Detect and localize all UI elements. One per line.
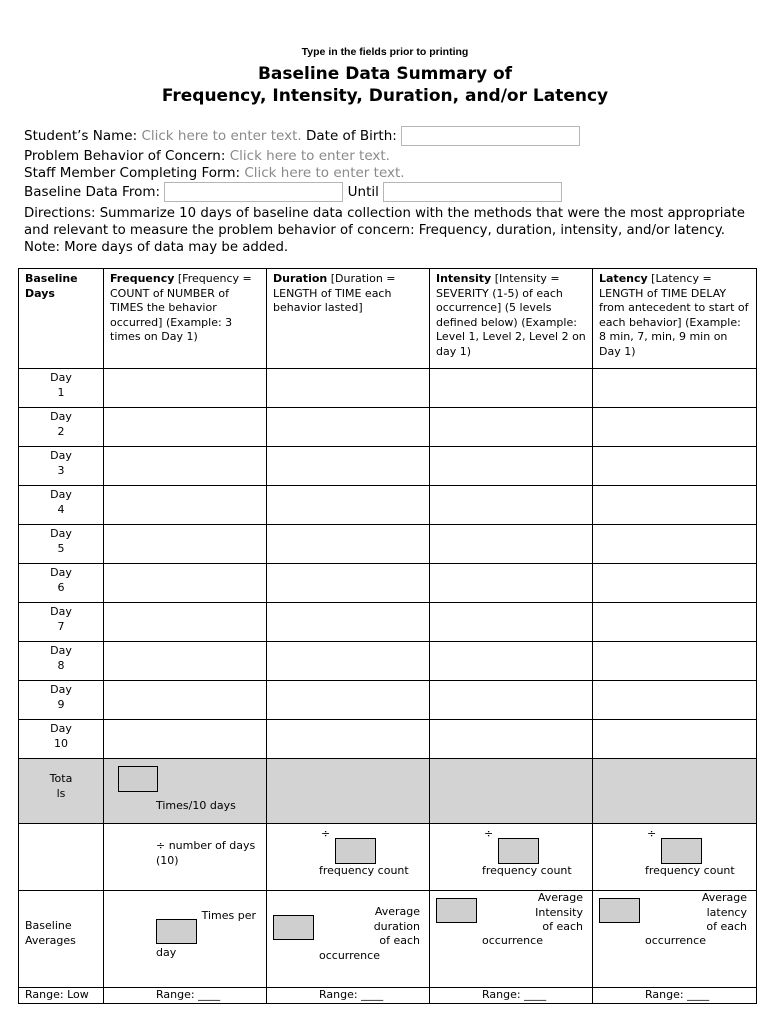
day-label: Day 10 xyxy=(19,720,104,759)
totals-latency-cell xyxy=(593,759,757,824)
frequency-count-label: frequency count xyxy=(482,864,572,877)
avg-latency-cell xyxy=(593,891,757,988)
day-latency-cell[interactable] xyxy=(593,642,757,681)
divide-row xyxy=(19,824,757,891)
student-name-row xyxy=(24,126,580,146)
day-label: Day 7 xyxy=(19,603,104,642)
until-label: Until xyxy=(347,184,379,200)
intensity-divisor-box[interactable] xyxy=(498,838,539,864)
day-intensity-cell[interactable] xyxy=(430,486,593,525)
totals-frequency-cell xyxy=(104,759,267,824)
range-low-label: Range: Low xyxy=(19,988,104,1004)
day-row xyxy=(19,369,757,408)
day-row xyxy=(19,447,757,486)
header-baseline-days: Baseline Days xyxy=(19,269,104,369)
day-frequency-cell[interactable] xyxy=(104,369,267,408)
occurrence-label: occurrence xyxy=(482,934,543,947)
day-row xyxy=(19,564,757,603)
totals-label: Tota ls xyxy=(19,759,104,824)
averages-row xyxy=(19,891,757,988)
avg-latency-box[interactable] xyxy=(599,898,640,923)
divide-number-of-days-label: ÷ number of days (10) xyxy=(156,839,256,867)
instruction-text: Type in the fields prior to printing xyxy=(301,46,469,58)
avg-intensity-box[interactable] xyxy=(436,898,477,923)
baseline-from-field[interactable] xyxy=(164,182,343,202)
day-intensity-cell[interactable] xyxy=(430,369,593,408)
day-frequency-cell[interactable] xyxy=(104,564,267,603)
day-intensity-cell[interactable] xyxy=(430,408,593,447)
dob-field[interactable] xyxy=(401,126,580,146)
day-frequency-cell[interactable] xyxy=(104,408,267,447)
day-duration-cell[interactable] xyxy=(267,603,430,642)
avg-duration-box[interactable] xyxy=(273,915,314,940)
latency-divisor-box[interactable] xyxy=(661,838,702,864)
header-row xyxy=(19,269,757,369)
day-frequency-cell[interactable] xyxy=(104,720,267,759)
avg-frequency-cell xyxy=(104,891,267,988)
frequency-count-label: frequency count xyxy=(645,864,735,877)
staff-input[interactable]: Click here to enter text. xyxy=(244,165,405,181)
directions-text: Directions: Summarize 10 days of baseline data collection with the methods that were the most appropriate and relevant to measure the problem behavior of concern: Frequency, duration, intensity, and/or latency. Note: More days of data may be added. xyxy=(24,206,745,255)
range-intensity[interactable]: Range: ____ xyxy=(430,988,593,1004)
header-frequency: Frequency [Frequency = COUNT of NUMBER of TIMES the behavior occurred] (Example: 3 times on Day 1) xyxy=(104,269,267,369)
baseline-data-table xyxy=(18,268,757,1004)
day-frequency-cell[interactable] xyxy=(104,642,267,681)
day-duration-cell[interactable] xyxy=(267,369,430,408)
day-latency-cell[interactable] xyxy=(593,408,757,447)
day-duration-cell[interactable] xyxy=(267,681,430,720)
day-frequency-cell[interactable] xyxy=(104,681,267,720)
day-label: Day 4 xyxy=(19,486,104,525)
range-latency[interactable]: Range: ____ xyxy=(593,988,757,1004)
day-label: Day 5 xyxy=(19,525,104,564)
avg-frequency-box[interactable] xyxy=(156,919,197,944)
divide-label-cell xyxy=(19,824,104,891)
dob-label: Date of Birth: xyxy=(306,128,397,144)
day-duration-cell[interactable] xyxy=(267,408,430,447)
occurrence-label: occurrence xyxy=(319,949,380,962)
avg-intensity-label: Average Intensity of each xyxy=(535,891,583,933)
totals-intensity-cell xyxy=(430,759,593,824)
avg-intensity-cell xyxy=(430,891,593,988)
day-label: Day 3 xyxy=(19,447,104,486)
baseline-from-label: Baseline Data From: xyxy=(24,184,161,200)
divide-symbol: ÷ xyxy=(484,827,494,840)
avg-duration-label: Average duration of each xyxy=(373,905,420,947)
divide-duration-cell xyxy=(267,824,430,891)
day-row xyxy=(19,525,757,564)
day-label: Day 8 xyxy=(19,642,104,681)
day-label: Day 2 xyxy=(19,408,104,447)
day-row xyxy=(19,486,757,525)
day-latency-cell[interactable] xyxy=(593,603,757,642)
problem-behavior-label: Problem Behavior of Concern: xyxy=(24,148,226,164)
day-intensity-cell[interactable] xyxy=(430,720,593,759)
baseline-dates-row xyxy=(24,182,562,202)
header-latency: Latency [Latency = LENGTH of TIME DELAY from antecedent to start of each behavior] (Example: 8 min, 7, min, 9 min on Day 1) xyxy=(593,269,757,369)
day-latency-cell[interactable] xyxy=(593,720,757,759)
day-duration-cell[interactable] xyxy=(267,642,430,681)
day-latency-cell[interactable] xyxy=(593,369,757,408)
header-intensity: Intensity [Intensity = SEVERITY (1-5) of each occurrence] (5 levels defined below) (Example: Level 1, Level 2, Level 2 on day 1) xyxy=(430,269,593,369)
totals-row xyxy=(19,759,757,824)
day-row xyxy=(19,642,757,681)
day-label: Day 1 xyxy=(19,369,104,408)
day-latency-cell[interactable] xyxy=(593,447,757,486)
range-frequency[interactable]: Range: ____ xyxy=(104,988,267,1004)
divide-latency-cell xyxy=(593,824,757,891)
day-label: Day 6 xyxy=(19,564,104,603)
day-intensity-cell[interactable] xyxy=(430,447,593,486)
divide-symbol: ÷ xyxy=(321,827,331,840)
day-label: day xyxy=(156,946,177,959)
duration-divisor-box[interactable] xyxy=(335,838,376,864)
day-duration-cell[interactable] xyxy=(267,564,430,603)
day-latency-cell[interactable] xyxy=(593,681,757,720)
day-intensity-cell[interactable] xyxy=(430,564,593,603)
day-row xyxy=(19,681,757,720)
day-row xyxy=(19,720,757,759)
day-intensity-cell[interactable] xyxy=(430,525,593,564)
staff-row xyxy=(24,165,405,181)
baseline-averages-label: Baseline Averages xyxy=(19,891,104,988)
range-duration[interactable]: Range: ____ xyxy=(267,988,430,1004)
day-duration-cell[interactable] xyxy=(267,525,430,564)
times-per-label: Times per xyxy=(201,909,256,922)
avg-latency-label: Average latency of each xyxy=(701,891,747,933)
day-duration-cell[interactable] xyxy=(267,486,430,525)
divide-intensity-cell xyxy=(430,824,593,891)
page-title-line1: Baseline Data Summary of xyxy=(257,64,513,84)
day-frequency-cell[interactable] xyxy=(104,525,267,564)
day-frequency-cell[interactable] xyxy=(104,603,267,642)
avg-duration-cell xyxy=(267,891,430,988)
header-duration: Duration [Duration = LENGTH of TIME each behavior lasted] xyxy=(267,269,430,369)
page-title-line2: Frequency, Intensity, Duration, and/or Latency xyxy=(161,86,609,106)
day-row xyxy=(19,408,757,447)
day-frequency-cell[interactable] xyxy=(104,486,267,525)
frequency-count-label: frequency count xyxy=(319,864,409,877)
day-rows xyxy=(19,369,757,759)
divide-frequency-cell xyxy=(104,824,267,891)
student-name-label: Student’s Name: xyxy=(24,128,138,144)
day-row xyxy=(19,603,757,642)
day-frequency-cell[interactable] xyxy=(104,447,267,486)
day-duration-cell[interactable] xyxy=(267,720,430,759)
problem-behavior-row xyxy=(24,148,390,164)
baseline-until-field[interactable] xyxy=(383,182,562,202)
problem-behavior-input[interactable]: Click here to enter text. xyxy=(229,148,390,164)
day-intensity-cell[interactable] xyxy=(430,603,593,642)
totals-duration-cell xyxy=(267,759,430,824)
staff-label: Staff Member Completing Form: xyxy=(24,165,241,181)
occurrence-label: occurrence xyxy=(645,934,706,947)
divide-symbol: ÷ xyxy=(647,827,657,840)
student-name-input[interactable]: Click here to enter text. xyxy=(141,128,302,144)
day-intensity-cell[interactable] xyxy=(430,681,593,720)
day-latency-cell[interactable] xyxy=(593,564,757,603)
day-latency-cell[interactable] xyxy=(593,525,757,564)
total-frequency-box[interactable] xyxy=(118,766,158,792)
day-intensity-cell[interactable] xyxy=(430,642,593,681)
day-label: Day 9 xyxy=(19,681,104,720)
range-row xyxy=(19,988,757,1004)
day-latency-cell[interactable] xyxy=(593,486,757,525)
times-per-10-days-label: Times/10 days xyxy=(156,799,236,812)
day-duration-cell[interactable] xyxy=(267,447,430,486)
